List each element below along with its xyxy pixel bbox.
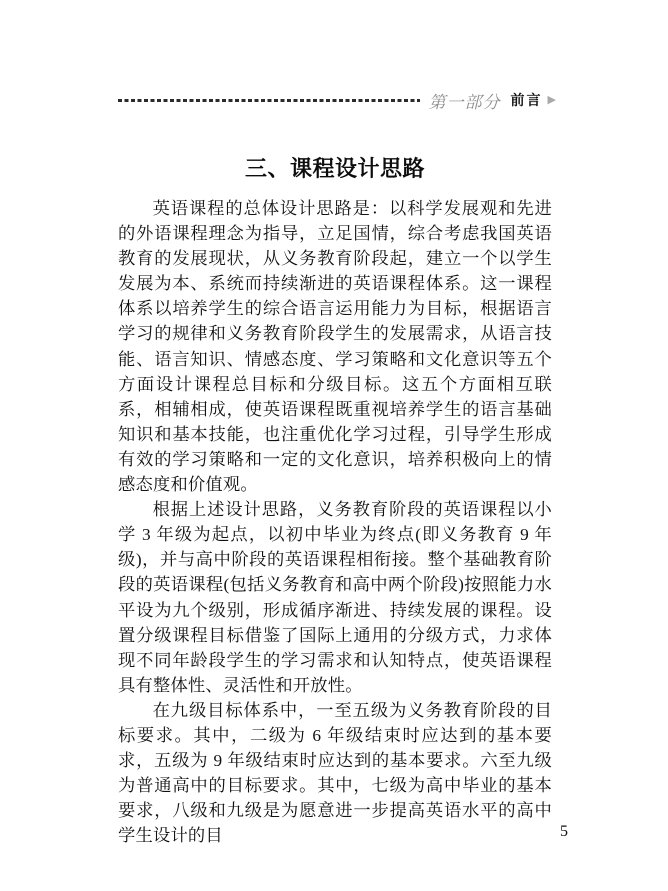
page-number: 5 [560,823,568,840]
body-paragraph: 根据上述设计思路，义务教育阶段的英语课程以小学 3 年级为起点，以初中毕业为终点(即义务教育 9 年级)，并与高中阶段的英语课程相衔接。整个基础教育阶段的英语课程(包括义务教育和高中两个阶段)按照能力水平设为九个级别，形成循序渐进、持续发展的课程。设置分级课程目标借鉴了国际上通用的分级方式，力求体现不同年龄段学生的学习需求和认知特点，使英语课程具有整体性、灵活性和开放性。 [118,500,552,695]
header-section-label: 第一部分 [428,92,501,112]
running-header [118,88,556,112]
triangle-right-icon: ▶ [547,93,556,106]
page-title: 三、课程设计思路 [244,156,425,181]
body-paragraph: 在九级目标体系中，一至五级为义务教育阶段的目标要求。其中，二级为 6 年级结束时应达到的基本要求，五级为 9 年级结束时应达到的基本要求。六至九级为普通高中的目标要求。其中，七级为高中毕业的基本要求，八级和九级是为愿意进一步提高英语水平的高中学生设计的目 [118,700,552,846]
header-dashed-rule [118,99,420,102]
body-text-block [118,196,552,848]
body-paragraph: 英语课程的总体设计思路是：以科学发展观和先进的外语课程理念为指导，立足国情，综合考虑我国英语教育的发展现状，从义务教育阶段起，建立一个以学生发展为本、系统而持续渐进的英语课程体系。这一课程体系以培养学生的综合语言运用能力为目标，根据语言学习的规律和义务教育阶段学生的发展需求，从语言技能、语言知识、情感态度、学习策略和文化意识等五个方面设计课程总目标和分级目标。这五个方面相互联系，相辅相成，使英语课程既重视培养学生的语言基础知识和基本技能，也注重优化学习过程，引导学生形成有效的学习策略和一定的文化意识，培养积极向上的情感态度和价值观。 [118,199,552,495]
header-chapter-label: 前言 [510,92,543,108]
